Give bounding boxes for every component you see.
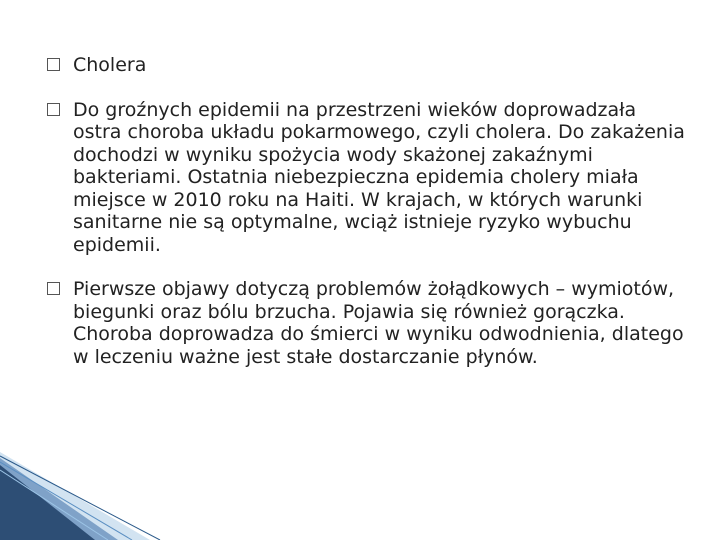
checkbox-bullet-icon [47, 58, 60, 71]
decor-stripe-dark [0, 465, 95, 540]
decor-stripe-light [0, 452, 150, 540]
bullet-text: Do groźnych epidemii na przestrzeni wieków doprowadzała ostra choroba układu pokarmowego, czyli cholera. Do zakażenia dochodzi w wyniku spożycia wody skażonej zakaźnymi bakteriami. Ostatnia niebezpieczna epidemia cholery miała miejsce w 2010 roku na Haiti. W krajach, w których warunki sanitarne nie są optymalne, wciąż istnieje ryzyko wybuchu epidemii. [73, 98, 685, 256]
decor-line [0, 470, 108, 540]
decor-line [0, 462, 132, 540]
decor-line [0, 456, 160, 540]
checkbox-bullet-icon [47, 282, 60, 295]
bullet-item [47, 278, 687, 368]
bullet-item [47, 99, 687, 257]
decor-stripe-mid [0, 458, 118, 540]
bullet-text: Pierwsze objawy dotyczą problemów żołądkowych – wymiotów, biegunki oraz bólu brzucha. Pojawia się również gorączka. Choroba doprowadza do śmierci w wyniku odwodnienia, dlatego w leczeniu ważne jest stałe dostarczanie płynów. [73, 278, 684, 368]
checkbox-bullet-icon [47, 103, 60, 116]
slide-content [47, 54, 687, 368]
bullet-item [47, 54, 687, 77]
bullet-text: Cholera [73, 54, 147, 76]
